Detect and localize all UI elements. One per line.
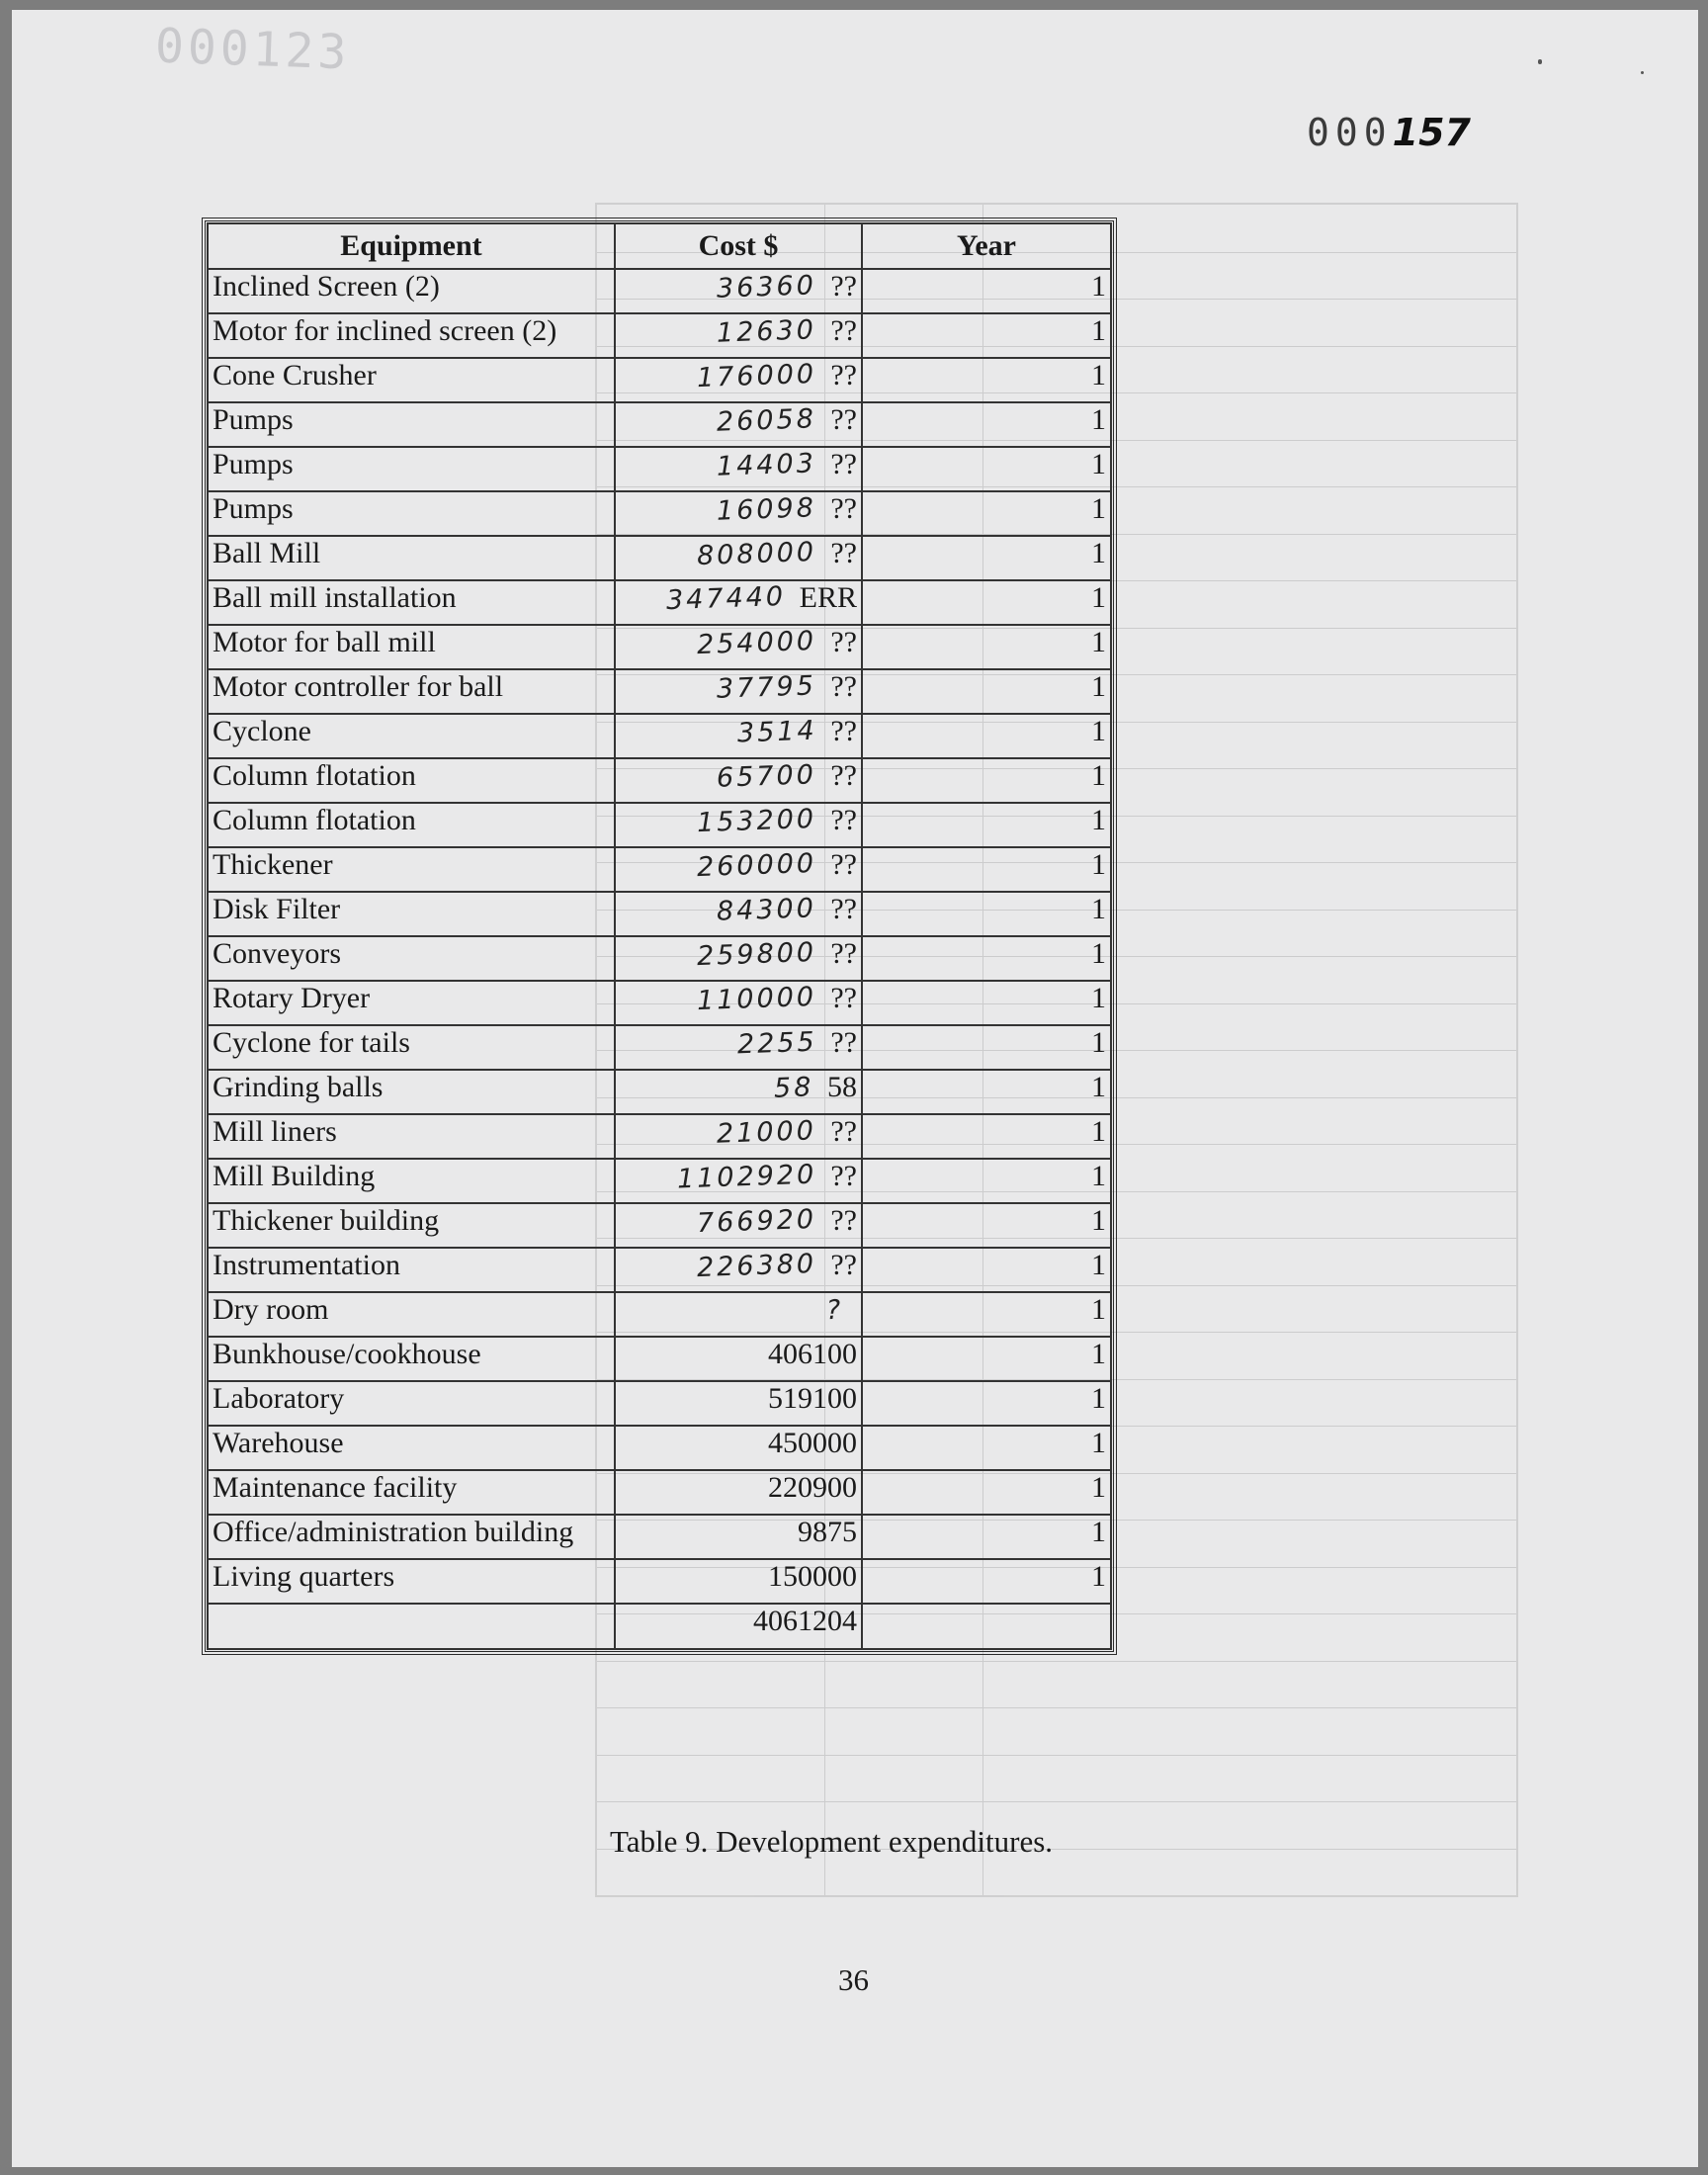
year-cell: 1 (862, 1292, 1111, 1337)
cost-cell (615, 447, 862, 491)
equipment-cell: Cone Crusher (208, 358, 615, 402)
equipment-cell: Maintenance facility (208, 1470, 615, 1515)
handwritten-cost: 58 (773, 1072, 814, 1104)
printed-cost: ?? (830, 626, 857, 658)
printed-cost: ?? (830, 759, 857, 792)
table-row (208, 1292, 1111, 1337)
table-row (208, 625, 1111, 669)
document-page (12, 10, 1698, 2167)
cost-cell (615, 1515, 862, 1559)
table-row (208, 1381, 1111, 1426)
page-number: 36 (838, 1962, 869, 1997)
printed-cost: ERR (799, 581, 857, 614)
equipment-cell: Ball Mill (208, 536, 615, 580)
year-cell: 1 (862, 1426, 1111, 1470)
handwritten-cost: 347440 (665, 580, 787, 617)
equipment-cell: Disk Filter (208, 892, 615, 936)
printed-cost: 9875 (798, 1516, 857, 1548)
year-cell: 1 (862, 1515, 1111, 1559)
printed-cost: 58 (827, 1071, 857, 1103)
printed-cost: ?? (830, 715, 857, 747)
printed-cost: ?? (830, 937, 857, 970)
cost-cell (615, 1559, 862, 1604)
table-row (208, 847, 1111, 892)
printed-cost: ?? (830, 1160, 857, 1192)
printed-cost: ?? (830, 448, 857, 480)
table-row (208, 1203, 1111, 1248)
equipment-cell: Living quarters (208, 1559, 615, 1604)
handwritten-cost: 766920 (696, 1203, 817, 1240)
year-cell: 1 (862, 892, 1111, 936)
cost-cell (615, 536, 862, 580)
printed-cost: 519100 (768, 1382, 857, 1415)
printed-cost: ?? (830, 1249, 857, 1281)
table-row (208, 491, 1111, 536)
table-row (208, 1248, 1111, 1292)
printed-cost: ?? (830, 982, 857, 1014)
bleed-line (597, 1755, 1516, 1756)
year-cell: 1 (862, 358, 1111, 402)
cost-cell (615, 714, 862, 758)
total-row (208, 1604, 1111, 1649)
cost-cell (615, 625, 862, 669)
table-row (208, 1070, 1111, 1114)
cost-cell (615, 1381, 862, 1426)
dust-speck (1641, 71, 1644, 74)
year-cell: 1 (862, 536, 1111, 580)
printed-cost: 406100 (768, 1338, 857, 1370)
equipment-cell: Laboratory (208, 1381, 615, 1426)
handwritten-cost: 84300 (716, 893, 817, 927)
table-row (208, 981, 1111, 1025)
year-cell: 1 (862, 1248, 1111, 1292)
printed-cost: 220900 (768, 1471, 857, 1504)
table-header-row (208, 223, 1111, 269)
cost-cell (615, 1248, 862, 1292)
total-cost (615, 1604, 862, 1649)
year-cell: 1 (862, 580, 1111, 625)
year-cell: 1 (862, 1559, 1111, 1604)
equipment-cell: Grinding balls (208, 1070, 615, 1114)
document-stamp-number (1307, 111, 1471, 154)
table-row (208, 1025, 1111, 1070)
cost-cell (615, 402, 862, 447)
handwritten-cost: 176000 (696, 358, 817, 394)
printed-cost: ?? (830, 1115, 857, 1148)
table-row (208, 669, 1111, 714)
handwritten-cost: ? (825, 1294, 844, 1327)
year-cell: 1 (862, 1025, 1111, 1070)
equipment-cell: Motor for ball mill (208, 625, 615, 669)
table-row (208, 1426, 1111, 1470)
year-cell: 1 (862, 1470, 1111, 1515)
equipment-cell: Cyclone for tails (208, 1025, 615, 1070)
bleed-line (597, 1801, 1516, 1802)
dust-speck (1538, 59, 1542, 64)
cost-cell (615, 1025, 862, 1070)
printed-cost: ?? (830, 670, 857, 703)
handwritten-cost: 12630 (716, 314, 817, 349)
cost-cell (615, 847, 862, 892)
printed-cost: ?? (830, 804, 857, 836)
year-cell: 1 (862, 981, 1111, 1025)
year-cell: 1 (862, 625, 1111, 669)
table-row (208, 536, 1111, 580)
year-cell: 1 (862, 847, 1111, 892)
table-row (208, 1337, 1111, 1381)
printed-cost: ?? (830, 537, 857, 569)
printed-cost: ?? (830, 314, 857, 347)
bleed-line (597, 1661, 1516, 1662)
table-row (208, 580, 1111, 625)
year-cell: 1 (862, 1337, 1111, 1381)
equipment-cell: Conveyors (208, 936, 615, 981)
table-row (208, 447, 1111, 491)
handwritten-cost: 16098 (716, 492, 817, 527)
year-cell: 1 (862, 936, 1111, 981)
year-cell: 1 (862, 447, 1111, 491)
handwritten-cost: 65700 (716, 759, 817, 794)
handwritten-cost: 36360 (716, 270, 817, 304)
equipment-cell: Motor controller for ball (208, 669, 615, 714)
equipment-cell: Thickener building (208, 1203, 615, 1248)
table-row (208, 1159, 1111, 1203)
table-row (208, 758, 1111, 803)
equipment-cell: Instrumentation (208, 1248, 615, 1292)
printed-cost: 450000 (768, 1427, 857, 1459)
cost-cell (615, 758, 862, 803)
cost-cell (615, 936, 862, 981)
year-cell: 1 (862, 1203, 1111, 1248)
cost-cell (615, 491, 862, 536)
table-caption: Table 9. Development expenditures. (610, 1824, 1054, 1859)
faint-stamp-mark: 000123 (154, 18, 352, 81)
expenditures-table-frame (202, 218, 1117, 1655)
table-row (208, 936, 1111, 981)
year-cell: 1 (862, 1159, 1111, 1203)
printed-cost: ?? (830, 1204, 857, 1237)
handwritten-cost: 14403 (716, 448, 817, 482)
table-row (208, 358, 1111, 402)
printed-cost: ?? (830, 1026, 857, 1059)
equipment-cell: Ball mill installation (208, 580, 615, 625)
equipment-cell: Dry room (208, 1292, 615, 1337)
handwritten-cost: 21000 (716, 1115, 817, 1150)
table-row (208, 803, 1111, 847)
year-cell: 1 (862, 491, 1111, 536)
stamp-handwritten-digits: 157 (1392, 111, 1471, 154)
printed-cost: ?? (830, 893, 857, 925)
table-body (208, 269, 1111, 1604)
cost-cell (615, 803, 862, 847)
handwritten-cost: 259800 (696, 936, 817, 973)
handwritten-cost: 1102920 (676, 1159, 817, 1195)
table-row (208, 714, 1111, 758)
cost-cell (615, 1114, 862, 1159)
handwritten-cost: 2255 (736, 1026, 817, 1061)
equipment-cell: Column flotation (208, 758, 615, 803)
cost-cell (615, 669, 862, 714)
total-label-cell (208, 1604, 615, 1649)
handwritten-cost: 3514 (736, 715, 817, 749)
header-year: Year (862, 223, 1111, 269)
handwritten-cost: 153200 (696, 803, 817, 839)
printed-cost: ?? (830, 359, 857, 392)
cost-cell (615, 981, 862, 1025)
handwritten-cost: 226380 (696, 1248, 817, 1284)
total-value: 4061204 (753, 1605, 857, 1637)
printed-cost: ?? (830, 848, 857, 881)
cost-cell (615, 1203, 862, 1248)
cost-cell (615, 580, 862, 625)
equipment-cell: Motor for inclined screen (2) (208, 313, 615, 358)
table-row (208, 892, 1111, 936)
header-cost: Cost $ (615, 223, 862, 269)
cost-cell (615, 1292, 862, 1337)
table-row (208, 1515, 1111, 1559)
year-cell: 1 (862, 803, 1111, 847)
equipment-cell: Cyclone (208, 714, 615, 758)
equipment-cell: Thickener (208, 847, 615, 892)
table-row (208, 1470, 1111, 1515)
handwritten-cost: 110000 (696, 981, 817, 1017)
handwritten-cost: 260000 (696, 847, 817, 884)
cost-cell (615, 269, 862, 313)
equipment-cell: Inclined Screen (2) (208, 269, 615, 313)
printed-cost: ?? (830, 403, 857, 436)
cost-cell (615, 1070, 862, 1114)
equipment-cell: Bunkhouse/cookhouse (208, 1337, 615, 1381)
equipment-cell: Mill liners (208, 1114, 615, 1159)
cost-cell (615, 1470, 862, 1515)
table-row (208, 269, 1111, 313)
cost-cell (615, 1159, 862, 1203)
year-cell: 1 (862, 1381, 1111, 1426)
cost-cell (615, 1426, 862, 1470)
equipment-cell: Pumps (208, 491, 615, 536)
total-year-cell (862, 1604, 1111, 1649)
year-cell: 1 (862, 313, 1111, 358)
equipment-cell: Office/administration building (208, 1515, 615, 1559)
handwritten-cost: 26058 (716, 403, 817, 438)
year-cell: 1 (862, 714, 1111, 758)
table-row (208, 313, 1111, 358)
header-equipment: Equipment (208, 223, 615, 269)
printed-cost: ?? (830, 492, 857, 525)
table-row (208, 1114, 1111, 1159)
year-cell: 1 (862, 269, 1111, 313)
cost-cell (615, 1337, 862, 1381)
handwritten-cost: 254000 (696, 625, 817, 661)
year-cell: 1 (862, 669, 1111, 714)
printed-cost: ?? (830, 270, 857, 303)
equipment-cell: Pumps (208, 447, 615, 491)
year-cell: 1 (862, 758, 1111, 803)
handwritten-cost: 37795 (716, 670, 817, 705)
printed-cost: 150000 (768, 1560, 857, 1593)
stamp-printed-digits: 000 (1307, 111, 1393, 154)
year-cell: 1 (862, 1070, 1111, 1114)
year-cell: 1 (862, 402, 1111, 447)
equipment-cell: Warehouse (208, 1426, 615, 1470)
expenditures-table (207, 222, 1112, 1650)
bleed-line (597, 1707, 1516, 1708)
table-row (208, 402, 1111, 447)
equipment-cell: Rotary Dryer (208, 981, 615, 1025)
year-cell: 1 (862, 1114, 1111, 1159)
handwritten-cost: 808000 (696, 536, 817, 572)
cost-cell (615, 313, 862, 358)
table-row (208, 1559, 1111, 1604)
cost-cell (615, 358, 862, 402)
equipment-cell: Mill Building (208, 1159, 615, 1203)
cost-cell (615, 892, 862, 936)
equipment-cell: Column flotation (208, 803, 615, 847)
equipment-cell: Pumps (208, 402, 615, 447)
